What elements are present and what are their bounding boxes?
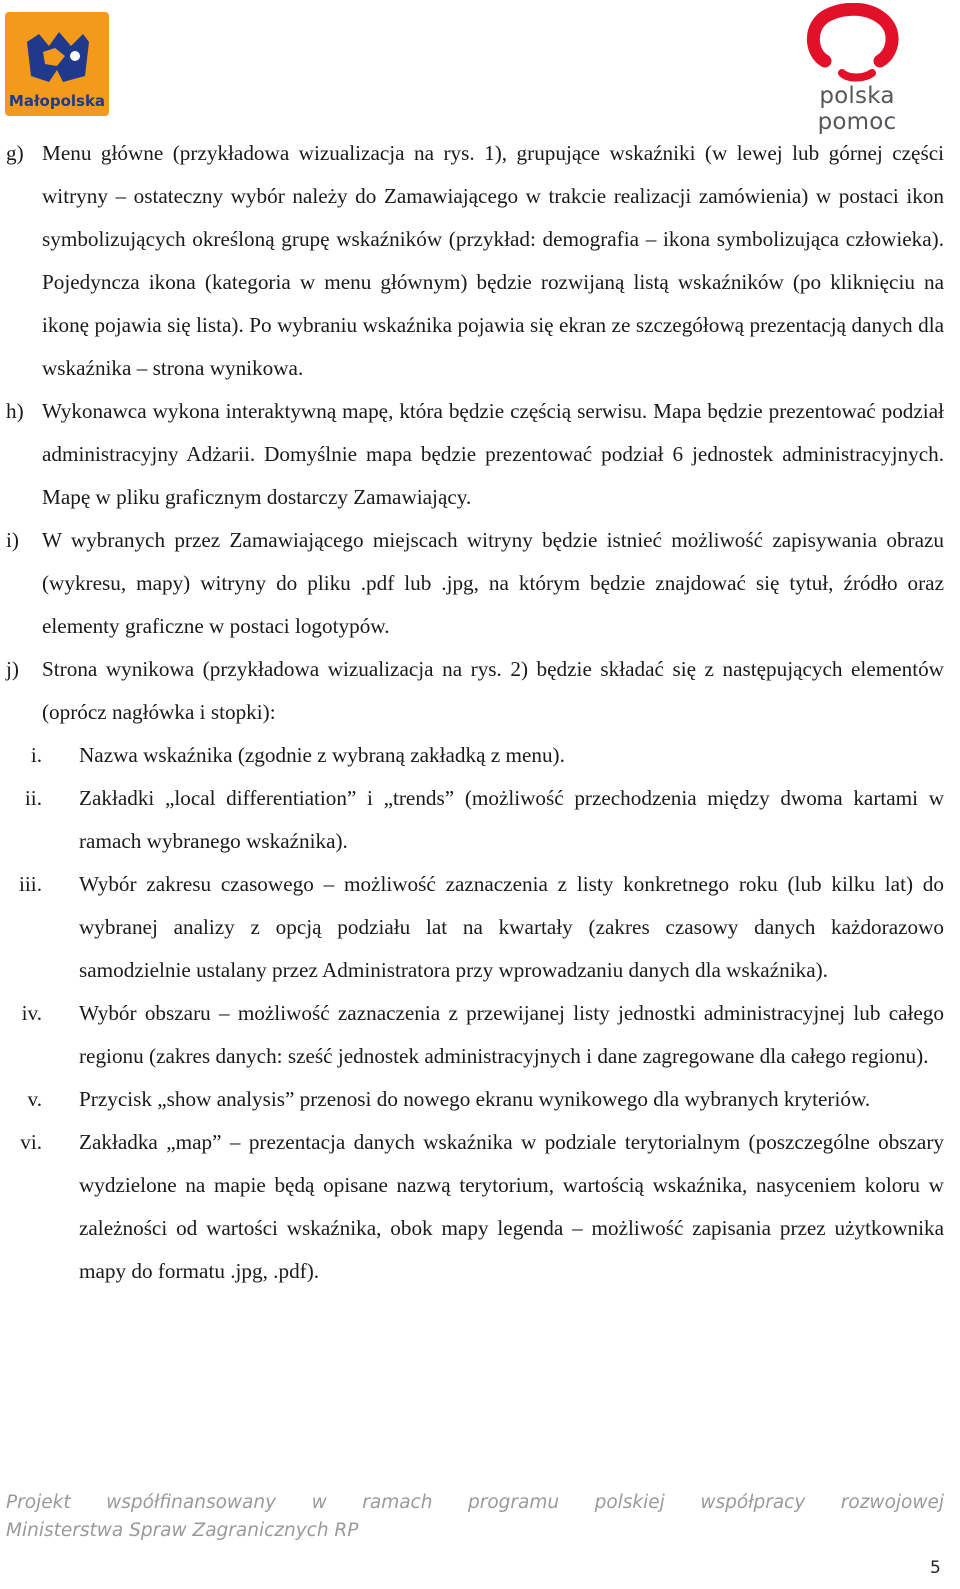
malopolska-logo <box>5 12 109 116</box>
polska-pomoc-logo-text: polska pomoc <box>817 83 897 135</box>
footer-word: rozwojowej <box>840 1492 944 1513</box>
page-header <box>0 0 960 135</box>
footer-word: współpracy <box>700 1492 806 1513</box>
list-item <box>0 132 960 390</box>
sublist-item <box>0 992 960 1078</box>
list-item-text: Strona wynikowa (przykładowa wizualizacja na rys. 2) będzie składać się z następujących elementów (oprócz nagłówka i stopki): <box>42 657 944 724</box>
sublist-item-text: Zakładka „map” – prezentacja danych wskaźnika w podziale terytorialnym (poszczególne obszary wydzielone na mapie będą opisane nazwą terytorium, wartością wskaźnika, nasyceniem koloru w zależności od wartości wskaźnika, obok mapy legenda – możliwość zapisania przez użytkownika mapy do formatu .jpg, .pdf). <box>79 1130 944 1283</box>
sublist-item <box>0 863 960 992</box>
list-item-text: Menu główne (przykładowa wizualizacja na rys. 1), grupujące wskaźniki (w lewej lub górnej części witryny – ostateczny wybór należy do Zamawiającego w trakcie realizacji zamówienia) w postaci ikon symbolizujących określoną grupę wskaźników (przykład: demografia – ikona symbolizująca człowieka). Pojedyncza ikona (kategoria w menu głównym) będzie rozwijaną listą wskaźników (po kliknięciu na ikonę pojawia się lista). Po wybraniu wskaźnika pojawia się ekran ze szczegółową prezentacją danych dla wskaźnika – strona wynikowa. <box>42 141 944 380</box>
list-item-text: W wybranych przez Zamawiającego miejscach witryny będzie istnieć możliwość zapisywania obrazu (wykresu, mapy) witryny do pliku .pdf lub .jpg, na którym będzie znajdować się tytuł, źródło oraz elementy graficzne w postaci logotypów. <box>42 528 944 638</box>
list-item <box>0 648 960 734</box>
sublist-marker: vi. <box>20 1130 42 1154</box>
footer-funding-line-1 <box>6 1488 944 1518</box>
list-marker: i) <box>6 528 19 552</box>
sublist-item-text: Nazwa wskaźnika (zgodnie z wybraną zakładką z menu). <box>79 743 565 767</box>
sublist-item-text: Wybór obszaru – możliwość zaznaczenia z przewijanej listy jednostki administracyjnej lub całego regionu (zakres danych: sześć jednostek administracyjnych i dane zagregowane dla całego regionu). <box>79 1001 944 1068</box>
list-marker: j) <box>6 657 19 681</box>
footer-word: w <box>311 1492 327 1513</box>
list-marker: h) <box>6 399 24 423</box>
sublist-item <box>0 777 960 863</box>
sublist-marker: iii. <box>19 872 42 896</box>
document-body <box>0 132 960 1293</box>
sublist-item <box>0 1078 960 1121</box>
footer-word: współfinansowany <box>106 1492 277 1513</box>
malopolska-logo-text: Małopolska <box>8 92 106 110</box>
footer-word: programu <box>467 1492 560 1513</box>
footer-word: Projekt <box>6 1492 71 1513</box>
page-number: 5 <box>930 1558 941 1578</box>
sublist-item <box>0 734 960 777</box>
sublist-marker: iv. <box>21 1001 42 1025</box>
polska-pomoc-logo <box>780 3 934 135</box>
page-footer <box>0 1488 960 1589</box>
sublist-item <box>0 1121 960 1293</box>
sublist-item-text: Wybór zakresu czasowego – możliwość zaznaczenia z listy konkretnego roku (lub kilku lat) do wybranej analizy z opcją podziału lat na kwartały (zakres czasowy danych każdorazowo samodzielnie ustalany przez Administratora przy wprowadzaniu danych dla wskaźnika). <box>79 872 944 982</box>
sublist-item-text: Przycisk „show analysis” przenosi do nowego ekranu wynikowego dla wybranych kryteriów. <box>79 1087 871 1111</box>
footer-funding-line-2: Ministerstwa Spraw Zagranicznych RP <box>6 1520 359 1541</box>
list-item <box>0 390 960 519</box>
list-item-text: Wykonawca wykona interaktywną mapę, która będzie częścią serwisu. Mapa będzie prezentować podział administracyjny Adżarii. Domyślnie mapa będzie prezentować podział 6 jednostek administracyjnych. Mapę w pliku graficznym dostarczy Zamawiający. <box>42 399 944 509</box>
footer-word: polskiej <box>594 1492 665 1513</box>
footer-word: ramach <box>362 1492 433 1513</box>
sublist-marker: i. <box>30 743 42 767</box>
sublist-marker: v. <box>27 1087 42 1111</box>
sublist-marker: ii. <box>24 786 42 810</box>
sublist-item-text: Zakładki „local differentiation” i „trends” (możliwość przechodzenia między dwoma kartami w ramach wybranego wskaźnika). <box>79 786 944 853</box>
list-marker: g) <box>6 141 24 165</box>
list-item <box>0 519 960 648</box>
